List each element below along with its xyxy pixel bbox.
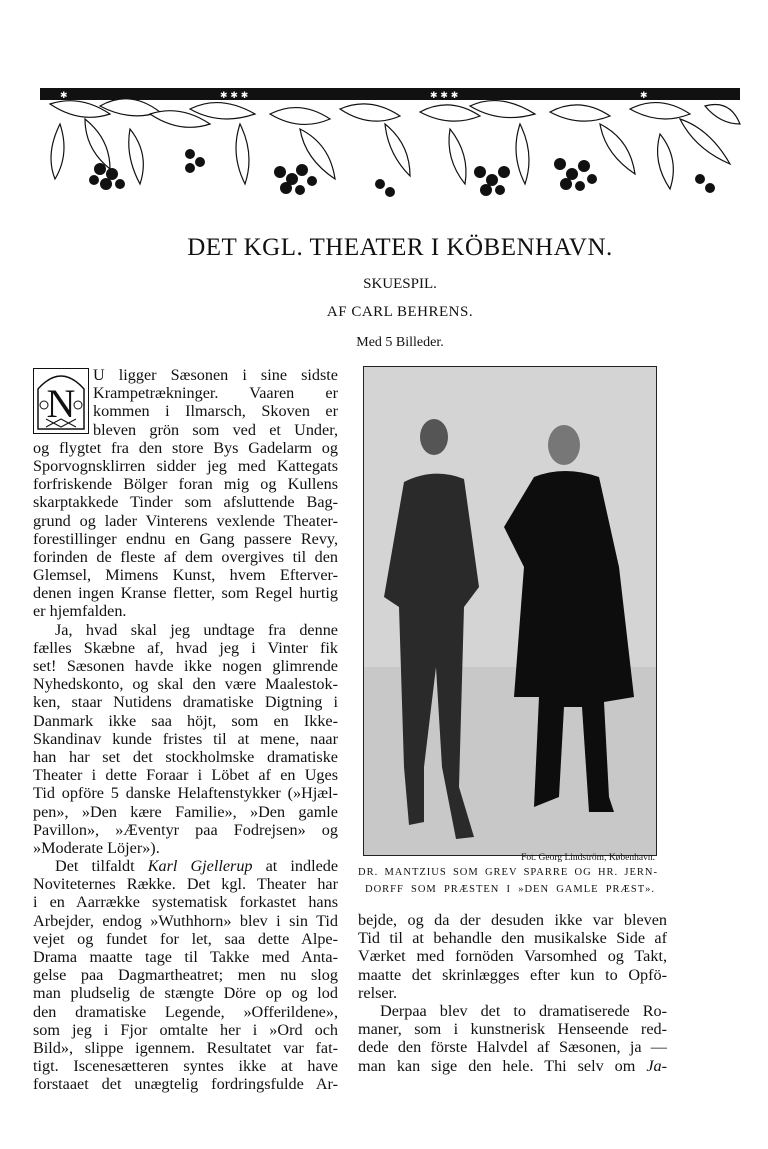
text-line: og flygtet fra den store Bys Gadelarm og [33,438,338,457]
text-line: Skandinav kunde fristes til at mene, naar [33,729,338,748]
photo-credit: Fot. Georg Lindström, København. [521,853,655,863]
right-text-column [358,911,667,1075]
text-line: Pavillon», »Æventyr paa Fodrejsen» og [33,820,338,839]
article-byline: AF CARL BEHRENS. [326,304,474,320]
text-line: Ja, hvad skal jeg undtage fra denne [55,620,338,639]
text-line: denen ingen Kranse fletter, som Regel hurtig [33,584,338,603]
text-line: Værket med fornöden Varsomhed og Takt, [358,947,667,966]
text-line: bejde, og da der desuden ikke var bleven [358,911,667,929]
text-line: fælles Skæbne af, hvad jeg i Vinter fik [33,638,338,657]
text-line: Theater i dette Foraar i Löbet af en Uges [33,766,338,785]
text-line: Bild», slippe igennem. Resultatet var fat- [33,1038,338,1057]
decorative-leaf-berry-banner [40,84,742,202]
text-fragment: Det tilfaldt [55,857,135,876]
text-line: Tid opföre 5 danske Helaftenstykker (»Hjæl- [33,784,338,803]
text-line: den dramatiske Legende, »Offerildene», [33,1002,338,1021]
text-line: man pludselig de stængte Döre op og lod [33,984,338,1003]
text-line: som jeg i Fjor omtalte her i »Ord och [33,1020,338,1039]
text-line: tigt. Iscenesætteren syntes ikke at have [33,1057,338,1076]
svg-text:✱ ✱ ✱: ✱ ✱ ✱ [220,91,249,101]
photo-caption-line: DORFF SOM PRÆSTEN I »DEN GAMLE PRÆST». [365,884,655,895]
text-line: Danmark ikke saa höjt, som en Ikke- [33,711,338,730]
svg-text:✱: ✱ [640,91,648,101]
text-line: U ligger Sæsonen i sine sidste [93,366,338,384]
text-line: i en Aarrække systematisk forkastet hans [33,893,338,912]
left-text-column [33,366,338,1094]
text-line: Noviteternes Række. Det kgl. Theater har [33,875,338,894]
svg-text:✱: ✱ [60,91,68,101]
text-line: skarptakkede Tinder som afsluttende Bag- [33,493,338,512]
text-line: Nyhedskonto, og skal den være Maalestok- [33,675,338,694]
text-fragment: at indlede [265,857,339,876]
text-line: gelse paa Dagmartheatret; men nu slog [33,966,338,985]
text-line: Drama maatte tage til Takke med Anta- [33,948,338,966]
text-line: Tid til at behandle den musikalske Side af [358,929,667,948]
text-line: vejet og fundet for let, saa dette Alpe- [33,929,338,948]
article-genre: SKUESPIL. [363,276,437,292]
text-line: pen», »Den kære Familie», »Den gamle [33,802,338,821]
svg-text:N: N [46,381,76,426]
text-fragment: man kan sige den hele. Thi selv om [358,1056,636,1075]
text-line: er hjemfalden. [33,602,127,621]
text-line: forstaaet det unægtelig fordringsfulde Ar- [33,1075,338,1094]
author-name: Karl Gjellerup [147,857,253,876]
text-line: »Moderate Löjer»). [33,838,160,857]
text-line: set! Sæsonen havde ikke nogen glimrende [33,657,338,675]
photo-caption-line: DR. MANTZIUS SOM GREV SPARRE OG HR. JERN- [358,867,658,878]
text-line [33,857,338,875]
text-line: relser. [358,983,398,1002]
text-line: Arbejder, endog »Wuthhorn» blev i sin Tid [33,911,338,930]
text-line: Krampetrækninger. Vaaren er [93,384,338,403]
text-line: Sporvognsklirren sidder jeg med Kattegats [33,456,338,475]
text-line: Derpaa blev det to dramatiserede Ro- [380,1001,667,1020]
text-line: forestillinger endnu en Gang passere Revy, [33,529,338,548]
images-note: Med 5 Billeder. [356,335,444,350]
text-line: dede den förste Halvdel af Sæsonen, ja — [358,1038,667,1057]
text-line [358,1057,667,1075]
text-line: maner, som i kunstnerisk Henseende red- [358,1020,667,1039]
text-line: maatte det skrinlægges efter kun to Opfö- [358,965,667,984]
text-line: han har set det stockholmske dramatiske [33,747,338,766]
article-title: DET KGL. THEATER I KÖBENHAVN. [187,234,613,261]
text-line: ken, staar Nutidens dramatiske Digtning i [33,693,338,712]
text-line: forinden de fleste af dem overgives til den [33,547,338,566]
text-line: grund og lader Vinterens vexlende Theater- [33,511,338,530]
theater-photo [363,366,657,856]
text-line: forfriskende Bölger foran mig og Kullens [33,475,338,494]
text-line: bleven grön som ved et Under, [93,420,338,439]
text-line: Glemsel, Mimens Kunst, hvem Efterver- [33,566,338,585]
text-line: kommen i Ilmarsch, Skoven er [93,402,338,421]
svg-text:✱ ✱ ✱: ✱ ✱ ✱ [430,91,459,101]
title-fragment: Ja- [646,1056,667,1075]
